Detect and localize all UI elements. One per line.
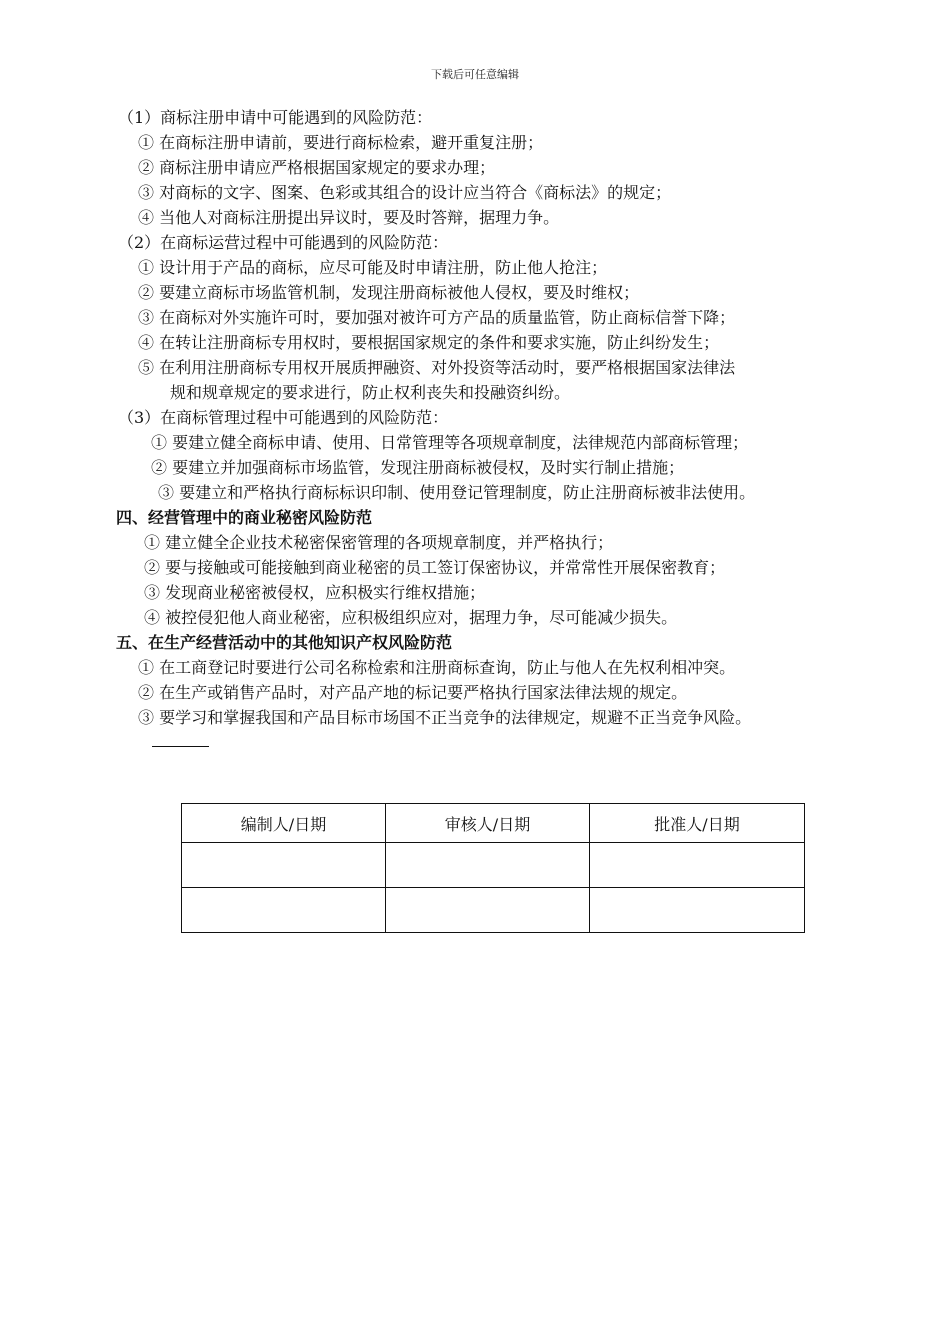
text-line: ① 建立健全企业技术秘密保密管理的各项规章制度，并严格执行； [144, 533, 614, 552]
table-cell [182, 888, 386, 933]
header-cell-preparer: 编制人/日期 [182, 804, 386, 843]
table-row [182, 888, 805, 933]
header-cell-reviewer: 审核人/日期 [386, 804, 590, 843]
separator-rule [152, 746, 209, 747]
table-cell [386, 888, 590, 933]
table-cell [590, 843, 805, 888]
section-heading: 五、在生产经营活动中的其他知识产权风险防范 [116, 633, 453, 652]
text-line: ② 在生产或销售产品时，对产品产地的标记要严格执行国家法律法规的规定。 [138, 683, 688, 702]
table-cell [386, 843, 590, 888]
text-line: ⑤ 在利用注册商标专用权开展质押融资、对外投资等活动时，要严格根据国家法律法 [138, 358, 736, 377]
text-line: ④ 当他人对商标注册提出异议时，要及时答辩，据理力争。 [138, 208, 560, 227]
text-line: （3）在商标管理过程中可能遇到的风险防范： [118, 408, 449, 427]
text-line: ③ 发现商业秘密被侵权，应积极实行维权措施； [144, 583, 486, 602]
header-cell-approver: 批准人/日期 [590, 804, 805, 843]
text-line: ③ 对商标的文字、图案、色彩或其组合的设计应当符合《商标法》的规定； [138, 183, 672, 202]
text-line: ④ 在转让注册商标专用权时，要根据国家规定的条件和要求实施，防止纠纷发生； [138, 333, 720, 352]
text-line: ① 在商标注册申请前，要进行商标检索，避开重复注册； [138, 133, 544, 152]
table-row [182, 843, 805, 888]
text-line: 规和规章规定的要求进行，防止权利丧失和投融资纠纷。 [170, 383, 571, 402]
signature-table [181, 803, 805, 933]
text-line: ① 在工商登记时要进行公司名称检索和注册商标查询，防止与他人在先权利相冲突。 [138, 658, 736, 677]
text-line: ③ 要建立和严格执行商标标识印制、使用登记管理制度，防止注册商标被非法使用。 [158, 483, 756, 502]
table-header-row [182, 804, 805, 843]
text-line: （2）在商标运营过程中可能遇到的风险防范： [118, 233, 449, 252]
text-line: ② 要建立商标市场监管机制，发现注册商标被他人侵权，要及时维权； [138, 283, 640, 302]
text-line: ② 要与接触或可能接触到商业秘密的员工签订保密协议，并常常性开展保密教育； [144, 558, 726, 577]
text-line: ④ 被控侵犯他人商业秘密，应积极组织应对，据理力争，尽可能减少损失。 [144, 608, 678, 627]
text-line: ① 要建立健全商标申请、使用、日常管理等各项规章制度，法律规范内部商标管理； [151, 433, 749, 452]
text-line: （1）商标注册申请中可能遇到的风险防范： [118, 108, 433, 127]
table-cell [590, 888, 805, 933]
text-line: ③ 在商标对外实施许可时，要加强对被许可方产品的质量监管，防止商标信誉下降； [138, 308, 736, 327]
table-cell [182, 843, 386, 888]
page-header: 下载后可任意编辑 [431, 68, 519, 81]
section-heading: 四、经营管理中的商业秘密风险防范 [116, 508, 373, 527]
text-line: ② 商标注册申请应严格根据国家规定的要求办理； [138, 158, 496, 177]
text-line: ② 要建立并加强商标市场监管，发现注册商标被侵权，及时实行制止措施； [151, 458, 685, 477]
text-line: ③ 要学习和掌握我国和产品目标市场国不正当竞争的法律规定，规避不正当竞争风险。 [138, 708, 752, 727]
text-line: ① 设计用于产品的商标，应尽可能及时申请注册，防止他人抢注； [138, 258, 608, 277]
